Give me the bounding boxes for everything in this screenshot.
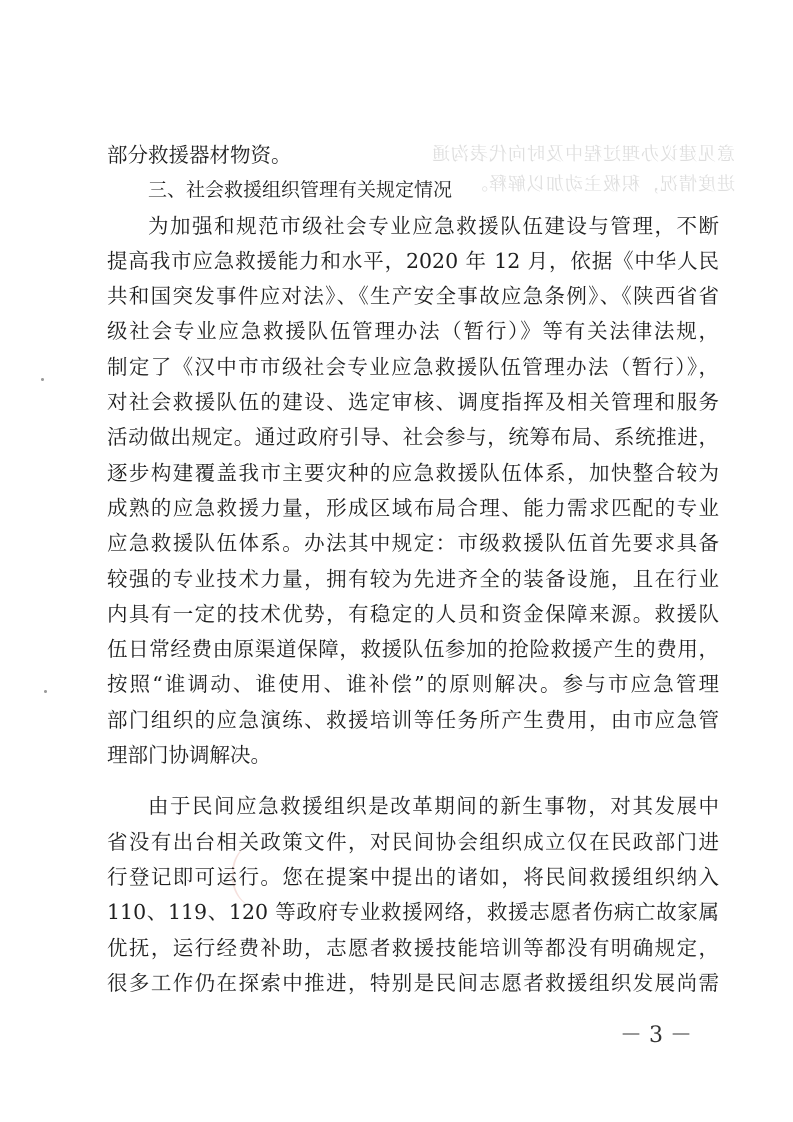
paragraph-line: 对社会救援队伍的建设、选定审核、调度指挥及相关管理和服务 [107, 390, 719, 415]
paragraph-line: 部门组织的应急演练、救援培训等任务所产生费用，由市应急管 [107, 707, 719, 732]
paragraph-line: 由于民间应急救援组织是改革期间的新生事物，对其发展中 [148, 794, 719, 819]
bleed-through-line: 意见建议办理过程中及时向代表沟通 [431, 144, 735, 165]
paragraph-line: 提高我市应急救援能力和水平，2020 年 12 月，依据《中华人民 [107, 248, 719, 273]
paragraph-line: 共和国突发事件应对法》、《生产安全事故应急条例》、《陕西省省 [107, 284, 719, 309]
paragraph-line: 活动做出规定。通过政府引导、社会参与，统筹布局、系统推进， [107, 425, 719, 450]
paragraph-line: 优抚，运行经费补助，志愿者救援技能培训等都没有明确规定， [107, 935, 719, 960]
paragraph-line: 省没有出台相关政策文件，对民间协会组织成立仅在民政部门进 [107, 829, 719, 854]
bleed-through-line: 进度情况，积极主动加以解释。 [469, 174, 735, 195]
paragraph-line: 成熟的应急救援力量，形成区域布局合理、能力需求匹配的专业 [107, 495, 719, 520]
paragraph-line: 部分救援器材物资。 [107, 143, 292, 167]
paragraph-line: 伍日常经费由原渠道保障，救援队伍参加的抢险救援产生的费用， [107, 637, 719, 662]
paragraph-line: 110、119、120 等政府专业救援网络，救援志愿者伤病亡故家属 [107, 900, 719, 925]
page-number: － 3 － [620, 1023, 692, 1048]
document-body [107, 138, 719, 1001]
paragraph-line: 按照“谁调动、谁使用、谁补偿”的原则解决。参与市应急管理 [107, 672, 719, 697]
paragraph-line: 制定了《汉中市市级社会专业应急救援队伍管理办法（暂行）》， [107, 354, 719, 379]
paragraph-line: 为加强和规范市级社会专业应急救援队伍建设与管理，不断 [148, 213, 719, 238]
paragraph-line: 行登记即可运行。您在提案中提出的诸如，将民间救援组织纳入 [107, 864, 719, 889]
paragraph-line: 应急救援队伍体系。办法其中规定：市级救援队伍首先要求具备 [107, 531, 719, 556]
paragraph-line: 很多工作仍在探索中推进，特别是民间志愿者救援组织发展尚需 [107, 970, 719, 995]
paragraph-line: 级社会专业应急救援队伍管理办法（暂行）》等有关法律法规， [107, 319, 719, 344]
paragraph-line: 理部门协调解决。 [107, 743, 271, 768]
scan-speck [44, 690, 47, 693]
paragraph-line: 内具有一定的技术优势，有稳定的人员和资金保障来源。救援队 [107, 601, 719, 626]
paragraph-line: 较强的专业技术力量，拥有较为先进齐全的装备设施，且在行业 [107, 566, 719, 591]
paragraph-line: 逐步构建覆盖我市主要灾种的应急救援队伍体系，加快整合较为 [107, 460, 719, 485]
scan-speck [41, 378, 44, 381]
paragraph-gap [107, 773, 719, 789]
section-heading: 三、社会救援组织管理有关规定情况 [148, 179, 453, 202]
